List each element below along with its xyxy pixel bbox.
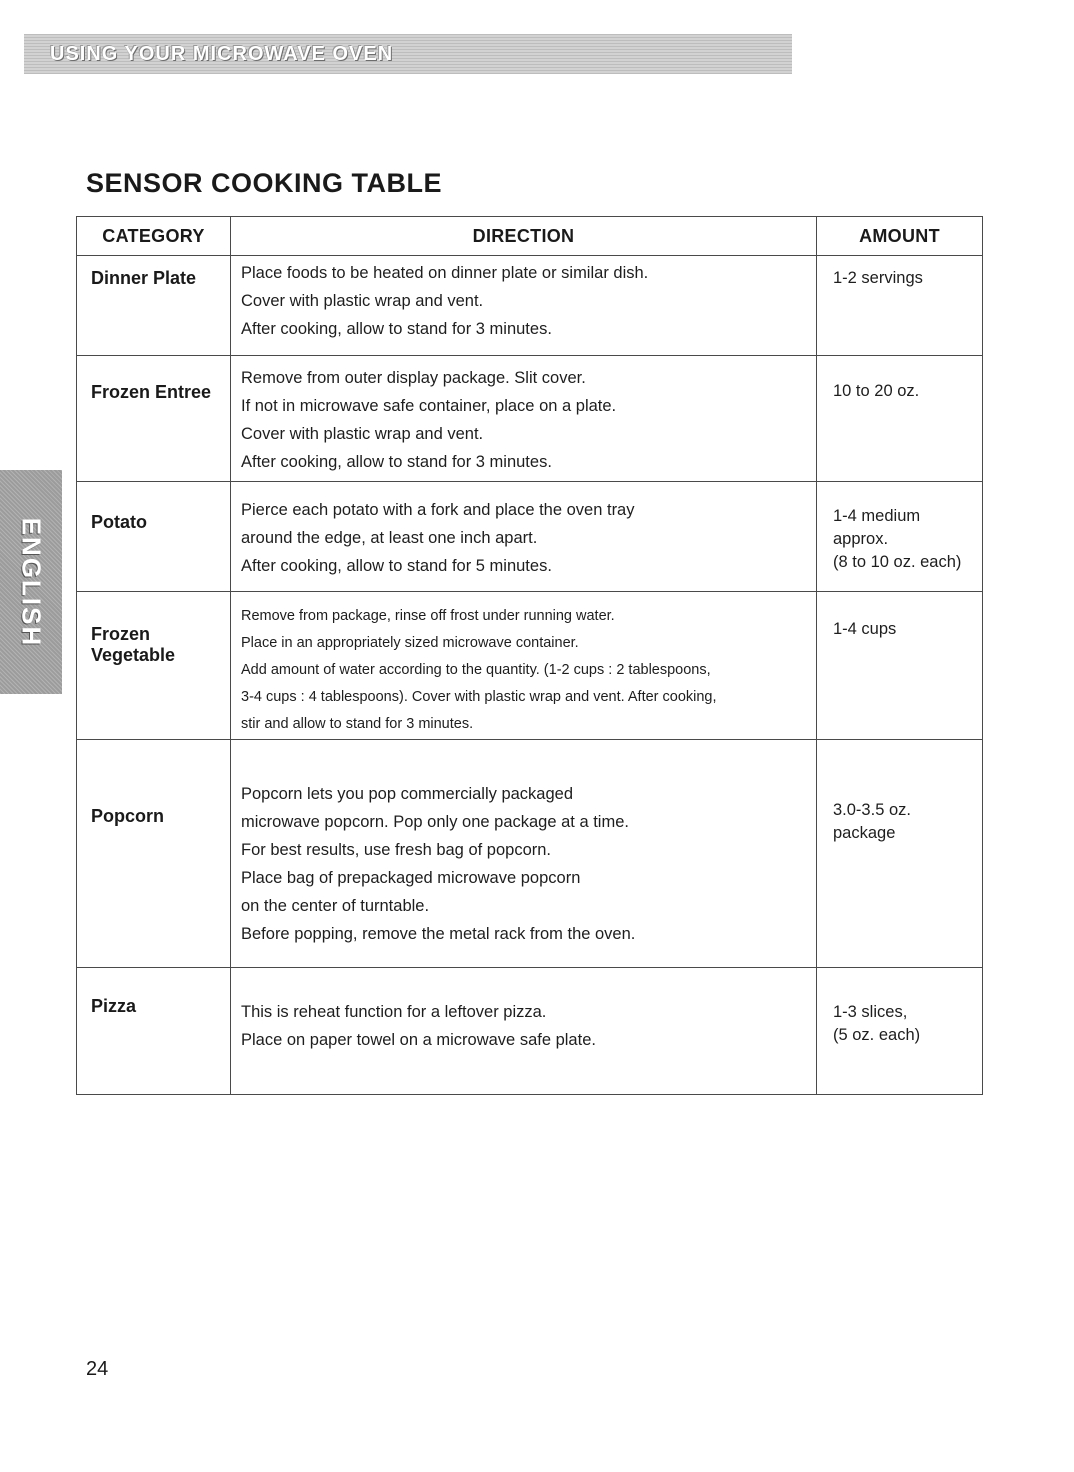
- amount-cell: [817, 356, 983, 482]
- direction-line: Remove from package, rinse off frost under running water.: [241, 608, 615, 624]
- direction-line: stir and allow to stand for 3 minutes.: [241, 716, 474, 732]
- direction-line: After cooking, allow to stand for 3 minutes.: [241, 453, 552, 471]
- category-cell: Pizza: [77, 968, 231, 1095]
- table-row: [77, 356, 983, 482]
- amount-line: approx.: [833, 530, 889, 548]
- amount-line: 1-4 medium: [833, 507, 921, 525]
- category-cell: Frozen Entree: [77, 356, 231, 482]
- page-title: SENSOR COOKING TABLE: [86, 168, 443, 198]
- amount-cell: [817, 482, 983, 592]
- table-header-row: [77, 217, 983, 256]
- amount-line: 1-2 servings: [833, 269, 923, 287]
- direction-line: around the edge, at least one inch apart.: [241, 529, 538, 547]
- amount-line: 3.0-3.5 oz.: [833, 801, 911, 819]
- amount-line: package: [833, 824, 896, 842]
- table-row: [77, 740, 983, 968]
- direction-line: Cover with plastic wrap and vent.: [241, 292, 484, 310]
- amount-line: 10 to 20 oz.: [833, 382, 920, 400]
- column-header-category: CATEGORY: [77, 217, 231, 256]
- direction-line: This is reheat function for a leftover pizza.: [241, 1003, 547, 1021]
- direction-line: If not in microwave safe container, place on a plate.: [241, 397, 617, 415]
- amount-line: 1-3 slices,: [833, 1003, 908, 1021]
- direction-line: on the center of turntable.: [241, 897, 430, 915]
- side-tab-label: ENGLISH: [16, 517, 47, 647]
- amount-cell: [817, 592, 983, 740]
- direction-line: After cooking, allow to stand for 3 minutes.: [241, 320, 552, 338]
- category-cell: Potato: [77, 482, 231, 592]
- category-cell: Frozen Vegetable: [77, 592, 231, 740]
- amount-line: 1-4 cups: [833, 620, 897, 638]
- sensor-cooking-table: [76, 216, 983, 1095]
- direction-line: Place bag of prepackaged microwave popcorn: [241, 869, 581, 887]
- direction-line: Add amount of water according to the quantity. (1-2 cups : 2 tablespoons,: [241, 662, 711, 678]
- section-title: USING YOUR MICROWAVE OVEN: [50, 42, 394, 65]
- direction-line: Before popping, remove the metal rack from the oven.: [241, 925, 636, 943]
- direction-cell: [231, 740, 817, 968]
- table-row: [77, 256, 983, 356]
- direction-line: Cover with plastic wrap and vent.: [241, 425, 484, 443]
- column-header-direction: DIRECTION: [231, 217, 817, 256]
- direction-cell: [231, 482, 817, 592]
- amount-cell: [817, 968, 983, 1095]
- amount-line: (8 to 10 oz. each): [833, 553, 962, 571]
- table-row: [77, 968, 983, 1095]
- direction-line: 3-4 cups : 4 tablespoons). Cover with plastic wrap and vent. After cooking,: [241, 689, 717, 705]
- direction-cell: [231, 592, 817, 740]
- table-row: [77, 592, 983, 740]
- language-side-tab: [0, 470, 62, 694]
- direction-line: Place on paper towel on a microwave safe plate.: [241, 1031, 596, 1049]
- table-row: [77, 482, 983, 592]
- page-number: 24: [86, 1358, 109, 1380]
- direction-line: After cooking, allow to stand for 5 minutes.: [241, 557, 552, 575]
- direction-line: Remove from outer display package. Slit cover.: [241, 369, 586, 387]
- category-cell: Popcorn: [77, 740, 231, 968]
- direction-cell: [231, 356, 817, 482]
- amount-cell: [817, 740, 983, 968]
- amount-line: (5 oz. each): [833, 1026, 921, 1044]
- direction-line: Place in an appropriately sized microwave container.: [241, 635, 579, 651]
- amount-cell: [817, 256, 983, 356]
- direction-cell: [231, 968, 817, 1095]
- direction-line: Pierce each potato with a fork and place the oven tray: [241, 501, 635, 519]
- direction-line: microwave popcorn. Pop only one package at a time.: [241, 813, 629, 831]
- direction-line: Place foods to be heated on dinner plate or similar dish.: [241, 264, 649, 282]
- direction-cell: [231, 256, 817, 356]
- category-cell: Dinner Plate: [77, 256, 231, 356]
- direction-line: For best results, use fresh bag of popcorn.: [241, 841, 551, 859]
- column-header-amount: AMOUNT: [817, 217, 983, 256]
- direction-line: Popcorn lets you pop commercially packaged: [241, 785, 574, 803]
- section-banner: [24, 34, 792, 74]
